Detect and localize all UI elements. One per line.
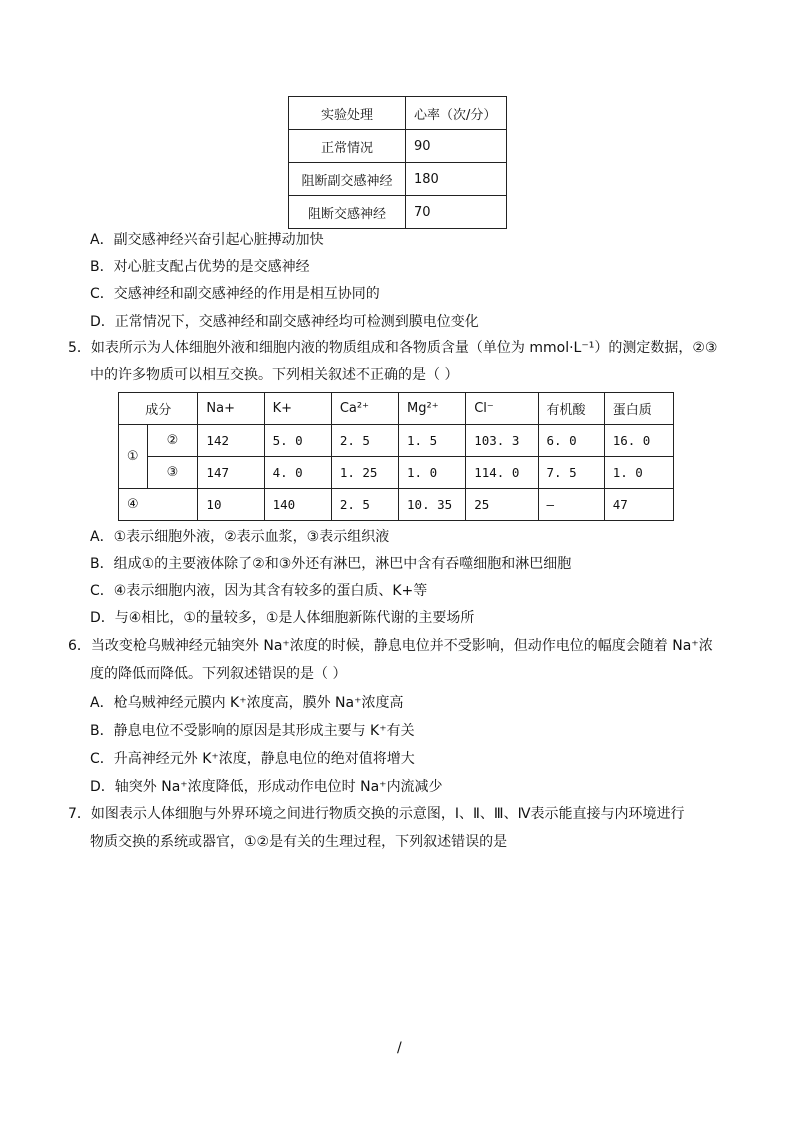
table-cell: 180 (406, 163, 507, 196)
q6-option-b: B．静息电位不受影响的原因是其形成主要与 K⁺有关 (90, 723, 415, 739)
q6-stem-line2: 度的降低而降低。下列叙述错误的是（ ） (90, 666, 347, 682)
table-cell: 16. 0 (604, 425, 673, 457)
q5-option-c: C．④表示细胞内液，因为其含有较多的蛋白质、K+等 (90, 583, 428, 599)
table-row (119, 425, 674, 457)
table-cell: 阻断交感神经 (289, 196, 406, 229)
q4-option-a: A．副交感神经兴奋引起心脏搏动加快 (90, 232, 324, 248)
q6-option-c: C．升高神经元外 K⁺浓度，静息电位的绝对值将增大 (90, 751, 415, 767)
table-cell: 1. 0 (604, 457, 673, 489)
table-cell: Ca²⁺ (331, 393, 398, 425)
table-cell: 正常情况 (289, 130, 406, 163)
table-cell: ③ (147, 457, 198, 489)
q4-option-b: B．对心脏支配占优势的是交感神经 (90, 259, 310, 275)
table-cell: 47 (604, 489, 673, 521)
q4-option-d: D．正常情况下，交感神经和副交感神经均可检测到膜电位变化 (90, 314, 479, 330)
composition-table (118, 392, 674, 521)
table-cell: 70 (406, 196, 507, 229)
q4-option-c: C．交感神经和副交感神经的作用是相互协同的 (90, 286, 380, 302)
table-cell: 心率（次/分） (406, 97, 507, 130)
table-row (119, 489, 674, 521)
heart-rate-table (288, 96, 507, 229)
page-number: / (397, 1040, 402, 1056)
table-cell: K+ (264, 393, 331, 425)
table-cell: 25 (466, 489, 538, 521)
q5-stem-line2: 中的许多物质可以相互交换。下列相关叙述不正确的是（ ） (90, 367, 459, 383)
q6-stem-line1: 6．当改变枪乌贼神经元轴突外 Na⁺浓度的时候，静息电位并不受影响，但动作电位的幅度会随着 Na⁺浓 (68, 638, 713, 654)
q5-option-d: D．与④相比，①的量较多，①是人体细胞新陈代谢的主要场所 (90, 610, 475, 626)
table-row (289, 163, 507, 196)
table-cell: 90 (406, 130, 507, 163)
table-cell: 7. 5 (538, 457, 604, 489)
table-cell: — (538, 489, 604, 521)
table-cell: 103. 3 (466, 425, 538, 457)
q5-option-a: A．①表示细胞外液，②表示血浆，③表示组织液 (90, 529, 390, 545)
table-cell: 142 (198, 425, 264, 457)
q5-stem-line1: 5．如表所示为人体细胞外液和细胞内液的物质组成和各物质含量（单位为 mmol·L⁻¹）的测定数据，②③ (68, 340, 718, 356)
table-header-row (119, 393, 674, 425)
table-cell: 147 (198, 457, 264, 489)
table-cell: ① (119, 425, 148, 489)
table-row (289, 196, 507, 229)
table-cell: 1. 0 (399, 457, 466, 489)
table-header-row (289, 97, 507, 130)
q7-stem-line1: 7．如图表示人体细胞与外界环境之间进行物质交换的示意图，Ⅰ、Ⅱ、Ⅲ、Ⅳ表示能直接与内环境进行 (68, 806, 685, 822)
table-cell: 114. 0 (466, 457, 538, 489)
table-cell: 5. 0 (264, 425, 331, 457)
table-cell: 阻断副交感神经 (289, 163, 406, 196)
table-row (119, 457, 674, 489)
table-cell: ④ (119, 489, 198, 521)
table-cell: 1. 5 (399, 425, 466, 457)
q5-option-b: B．组成①的主要液体除了②和③外还有淋巴，淋巴中含有吞噬细胞和淋巴细胞 (90, 556, 572, 572)
table-cell: 6. 0 (538, 425, 604, 457)
table-cell: 10. 35 (399, 489, 466, 521)
table-cell: 4. 0 (264, 457, 331, 489)
table-cell: 实验处理 (289, 97, 406, 130)
table-cell: 140 (264, 489, 331, 521)
table-cell: 1. 25 (331, 457, 398, 489)
table-cell: 蛋白质 (604, 393, 673, 425)
table-cell: Mg²⁺ (399, 393, 466, 425)
table-cell: 2. 5 (331, 425, 398, 457)
q7-stem-line2: 物质交换的系统或器官，①②是有关的生理过程，下列叙述错误的是 (90, 834, 508, 850)
table-cell: 有机酸 (538, 393, 604, 425)
table-cell: 10 (198, 489, 264, 521)
q6-option-a: A．枪乌贼神经元膜内 K⁺浓度高，膜外 Na⁺浓度高 (90, 695, 404, 711)
table-row (289, 130, 507, 163)
q6-option-d: D．轴突外 Na⁺浓度降低，形成动作电位时 Na⁺内流减少 (90, 779, 443, 795)
table-cell: 2. 5 (331, 489, 398, 521)
table-cell: 成分 (119, 393, 198, 425)
table-cell: Cl⁻ (466, 393, 538, 425)
table-cell: Na+ (198, 393, 264, 425)
table-cell: ② (147, 425, 198, 457)
